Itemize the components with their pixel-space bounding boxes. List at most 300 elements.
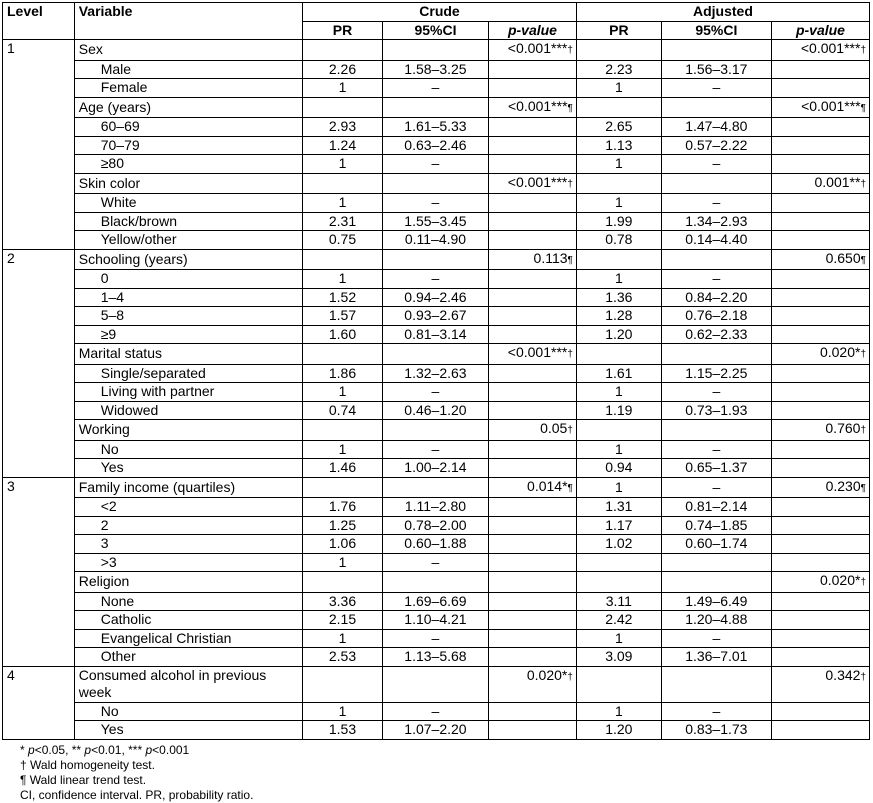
table-row: [3, 194, 870, 213]
variable-label: Skin color: [74, 173, 302, 194]
adjusted-pr-value: 1.20: [576, 721, 661, 740]
table-row: [3, 498, 870, 517]
variable-label: Schooling (years): [74, 249, 302, 270]
footnote-wald-trend: ¶ Wald linear trend test.: [20, 772, 147, 787]
adjusted-ci-value: 0.57–2.22: [661, 136, 771, 155]
dagger-marker: †: [567, 425, 573, 436]
adjusted-pr-value: 1: [576, 155, 661, 174]
adjusted-p-value: [771, 231, 869, 250]
adjusted-p-value: 0.342†: [771, 666, 869, 702]
crude-p-value: [489, 440, 577, 459]
crude-ci-value: 1.61–5.33: [382, 118, 488, 137]
category-label: Female: [74, 79, 302, 98]
dagger-marker: †: [860, 577, 866, 588]
crude-p-value: [489, 535, 577, 554]
category-label: Male: [74, 60, 302, 79]
crude-pr-value: 1.53: [303, 721, 383, 740]
crude-p-value: 0.113¶: [489, 249, 577, 270]
category-label: None: [74, 592, 302, 611]
adjusted-ci-value: [661, 249, 771, 270]
crude-ci-value: –: [382, 194, 488, 213]
table-row: [3, 307, 870, 326]
regression-table: [2, 2, 870, 740]
adjusted-p-value: [771, 270, 869, 289]
crude-p-value: [489, 288, 577, 307]
crude-p-value: 0.014*¶: [489, 477, 577, 498]
dagger-marker: †: [567, 671, 573, 683]
category-label: No: [74, 702, 302, 721]
adjusted-pr-value: [576, 666, 661, 702]
crude-pr-value: 1: [303, 270, 383, 289]
adjusted-ci-value: 0.60–1.74: [661, 535, 771, 554]
crude-p-value: [489, 364, 577, 383]
level-cell: 2: [3, 249, 75, 477]
crude-pr-value: 1: [303, 440, 383, 459]
level-cell: 4: [3, 666, 75, 739]
category-label: ≥9: [74, 325, 302, 344]
adjusted-p-value: [771, 155, 869, 174]
adjusted-ci-value: –: [661, 629, 771, 648]
crude-ci-value: –: [382, 270, 488, 289]
adjusted-p-value: [771, 307, 869, 326]
variable-header: Variable: [74, 3, 302, 40]
crude-ci-value: [382, 572, 488, 593]
adjusted-pr-value: 1: [576, 194, 661, 213]
adjusted-pr-value: 2.65: [576, 118, 661, 137]
adjusted-ci-value: 0.76–2.18: [661, 307, 771, 326]
adjusted-p-value: [771, 194, 869, 213]
adjusted-ci-value: –: [661, 155, 771, 174]
crude-p-value: [489, 118, 577, 137]
crude-p-value: [489, 136, 577, 155]
level-header: Level: [3, 3, 75, 40]
crude-ci-value: [382, 249, 488, 270]
crude-pvalue-header: p-value: [489, 21, 577, 40]
category-label: No: [74, 440, 302, 459]
crude-p-value: <0.001***†: [489, 173, 577, 194]
crude-p-value: [489, 60, 577, 79]
adjusted-p-value: [771, 212, 869, 231]
crude-p-value: [489, 572, 577, 593]
crude-p-value: <0.001***†: [489, 40, 577, 61]
crude-pr-value: [303, 97, 383, 118]
table-row: [3, 173, 870, 194]
category-label: Yes: [74, 459, 302, 478]
crude-pr-value: 1.76: [303, 498, 383, 517]
crude-p-value: [489, 231, 577, 250]
table-row: [3, 288, 870, 307]
crude-p-value: [489, 629, 577, 648]
crude-pr-value: 1: [303, 79, 383, 98]
crude-p-value: [489, 383, 577, 402]
crude-p-value: [489, 79, 577, 98]
crude-pr-value: 1.52: [303, 288, 383, 307]
category-label: Other: [74, 648, 302, 667]
adjusted-pr-value: [576, 249, 661, 270]
adjusted-pr-value: 3.11: [576, 592, 661, 611]
adjusted-ci-value: [661, 173, 771, 194]
adjusted-p-value: 0.760†: [771, 420, 869, 441]
adjusted-ci-value: –: [661, 270, 771, 289]
crude-ci-header: 95%CI: [382, 21, 488, 40]
crude-ci-value: 1.55–3.45: [382, 212, 488, 231]
crude-pr-value: 0.75: [303, 231, 383, 250]
adjusted-p-value: [771, 136, 869, 155]
crude-ci-value: 1.00–2.14: [382, 459, 488, 478]
category-label: 0: [74, 270, 302, 289]
adjusted-p-value: [771, 721, 869, 740]
table-row: [3, 60, 870, 79]
dagger-marker: †: [860, 178, 866, 190]
adjusted-p-value: [771, 498, 869, 517]
crude-pr-value: 3.36: [303, 592, 383, 611]
crude-ci-value: 1.69–6.69: [382, 592, 488, 611]
adjusted-p-value: [771, 553, 869, 572]
table-row: [3, 611, 870, 630]
adjusted-ci-header: 95%CI: [661, 21, 771, 40]
category-label: 70–79: [74, 136, 302, 155]
variable-label: Family income (quartiles): [74, 477, 302, 498]
category-label: Black/brown: [74, 212, 302, 231]
crude-pr-value: [303, 173, 383, 194]
adjusted-ci-value: 0.14–4.40: [661, 231, 771, 250]
pilcrow-marker: ¶: [567, 482, 573, 494]
adjusted-ci-value: [661, 420, 771, 441]
adjusted-p-value: [771, 702, 869, 721]
adjusted-pvalue-header: p-value: [771, 21, 869, 40]
crude-pr-value: [303, 477, 383, 498]
crude-p-value: [489, 325, 577, 344]
table-row: [3, 629, 870, 648]
table-row: [3, 572, 870, 593]
crude-ci-value: 0.81–3.14: [382, 325, 488, 344]
adjusted-pr-value: [576, 572, 661, 593]
adjusted-p-value: [771, 459, 869, 478]
adjusted-p-value: [771, 648, 869, 667]
table-row: [3, 440, 870, 459]
variable-label: Religion: [74, 572, 302, 593]
crude-ci-value: 1.07–2.20: [382, 721, 488, 740]
dagger-marker: †: [567, 349, 573, 360]
footnote-abbreviations: CI, confidence interval. PR, probability ratio.: [20, 787, 254, 802]
adjusted-p-value: [771, 516, 869, 535]
adjusted-pr-value: 1.02: [576, 535, 661, 554]
adjusted-pr-value: 2.42: [576, 611, 661, 630]
table-row: [3, 420, 870, 441]
category-label: Yes: [74, 721, 302, 740]
category-label: Living with partner: [74, 383, 302, 402]
crude-ci-value: [382, 666, 488, 702]
table-row: [3, 721, 870, 740]
dagger-marker: †: [860, 349, 866, 360]
adjusted-p-value: <0.001***¶: [771, 97, 869, 118]
adjusted-ci-value: 1.34–2.93: [661, 212, 771, 231]
crude-p-value: [489, 194, 577, 213]
adjusted-pr-value: [576, 97, 661, 118]
table-row: [3, 155, 870, 174]
footnote-wald-homogeneity: † Wald homogeneity test.: [20, 757, 155, 772]
level-cell: 1: [3, 40, 75, 250]
crude-p-value: [489, 611, 577, 630]
adjusted-p-value: [771, 401, 869, 420]
category-label: Yellow/other: [74, 231, 302, 250]
crude-ci-value: [382, 344, 488, 365]
adjusted-p-value: 0.650¶: [771, 249, 869, 270]
adjusted-p-value: [771, 60, 869, 79]
crude-pr-value: 1.60: [303, 325, 383, 344]
adjusted-pr-value: [576, 344, 661, 365]
adjusted-pr-header: PR: [576, 21, 661, 40]
adjusted-pr-value: 1: [576, 440, 661, 459]
adjusted-ci-value: 1.36–7.01: [661, 648, 771, 667]
variable-label: Working: [74, 420, 302, 441]
table-row: [3, 270, 870, 289]
category-label: 60–69: [74, 118, 302, 137]
crude-ci-value: 1.32–2.63: [382, 364, 488, 383]
adjusted-ci-value: 0.84–2.20: [661, 288, 771, 307]
crude-ci-value: 0.78–2.00: [382, 516, 488, 535]
crude-header: Crude: [303, 3, 577, 22]
crude-ci-value: 1.13–5.68: [382, 648, 488, 667]
adjusted-ci-value: [661, 97, 771, 118]
table-row: [3, 249, 870, 270]
adjusted-pr-value: 1: [576, 702, 661, 721]
variable-label: Consumed alcohol in previous week: [74, 666, 302, 702]
adjusted-pr-value: [576, 40, 661, 61]
adjusted-ci-value: –: [661, 79, 771, 98]
adjusted-pr-value: 1.99: [576, 212, 661, 231]
crude-p-value: [489, 648, 577, 667]
crude-pr-value: [303, 666, 383, 702]
table-row: [3, 592, 870, 611]
crude-pr-value: 2.93: [303, 118, 383, 137]
table-row: [3, 553, 870, 572]
adjusted-p-value: [771, 535, 869, 554]
adjusted-ci-value: 0.83–1.73: [661, 721, 771, 740]
adjusted-pr-value: 0.78: [576, 231, 661, 250]
crude-ci-value: –: [382, 440, 488, 459]
adjusted-pr-value: 2.23: [576, 60, 661, 79]
crude-pr-value: 0.74: [303, 401, 383, 420]
adjusted-ci-value: 0.74–1.85: [661, 516, 771, 535]
adjusted-p-value: [771, 592, 869, 611]
table-row: [3, 535, 870, 554]
crude-ci-value: –: [382, 629, 488, 648]
crude-p-value: 0.05†: [489, 420, 577, 441]
category-label: 2: [74, 516, 302, 535]
adjusted-ci-value: –: [661, 477, 771, 498]
crude-pr-value: 2.31: [303, 212, 383, 231]
adjusted-p-value: [771, 629, 869, 648]
adjusted-ci-value: [661, 553, 771, 572]
adjusted-p-value: [771, 118, 869, 137]
crude-pr-value: [303, 420, 383, 441]
table-row: [3, 118, 870, 137]
adjusted-p-value: <0.001***†: [771, 40, 869, 61]
adjusted-pr-value: 1.61: [576, 364, 661, 383]
pilcrow-marker: ¶: [567, 102, 573, 114]
crude-ci-value: –: [382, 79, 488, 98]
category-label: 5–8: [74, 307, 302, 326]
adjusted-ci-value: [661, 666, 771, 702]
crude-pr-value: 1.25: [303, 516, 383, 535]
table-row: [3, 459, 870, 478]
adjusted-pr-value: 1: [576, 270, 661, 289]
level-cell: 3: [3, 477, 75, 666]
table-row: [3, 344, 870, 365]
crude-ci-value: –: [382, 155, 488, 174]
crude-ci-value: 0.60–1.88: [382, 535, 488, 554]
crude-pr-value: 2.15: [303, 611, 383, 630]
crude-pr-value: [303, 572, 383, 593]
table-row: [3, 136, 870, 155]
crude-p-value: <0.001***†: [489, 344, 577, 365]
table-row: [3, 477, 870, 498]
crude-p-value: <0.001***¶: [489, 97, 577, 118]
adjusted-pr-value: 1.31: [576, 498, 661, 517]
crude-ci-value: 1.10–4.21: [382, 611, 488, 630]
crude-ci-value: [382, 97, 488, 118]
crude-pr-header: PR: [303, 21, 383, 40]
crude-ci-value: 1.11–2.80: [382, 498, 488, 517]
adjusted-pr-value: 1: [576, 79, 661, 98]
adjusted-pr-value: 1: [576, 477, 661, 498]
adjusted-ci-value: 1.20–4.88: [661, 611, 771, 630]
adjusted-ci-value: 0.81–2.14: [661, 498, 771, 517]
crude-ci-value: 0.46–1.20: [382, 401, 488, 420]
adjusted-ci-value: –: [661, 702, 771, 721]
crude-pr-value: 1: [303, 553, 383, 572]
crude-p-value: [489, 592, 577, 611]
table-container: [2, 2, 873, 803]
crude-pr-value: 1.06: [303, 535, 383, 554]
crude-ci-value: 0.63–2.46: [382, 136, 488, 155]
table-row: [3, 702, 870, 721]
adjusted-pr-value: 1.36: [576, 288, 661, 307]
adjusted-p-value: 0.230¶: [771, 477, 869, 498]
category-label: ≥80: [74, 155, 302, 174]
table-row: [3, 212, 870, 231]
pilcrow-marker: ¶: [860, 482, 866, 494]
category-label: 1–4: [74, 288, 302, 307]
adjusted-ci-value: 0.73–1.93: [661, 401, 771, 420]
pilcrow-marker: ¶: [860, 254, 866, 266]
crude-p-value: [489, 498, 577, 517]
table-row: [3, 401, 870, 420]
crude-pr-value: 2.26: [303, 60, 383, 79]
crude-pr-value: [303, 40, 383, 61]
variable-label: Age (years): [74, 97, 302, 118]
table-row: [3, 79, 870, 98]
crude-p-value: [489, 212, 577, 231]
crude-ci-value: –: [382, 383, 488, 402]
adjusted-ci-value: –: [661, 383, 771, 402]
adjusted-pr-value: 1.17: [576, 516, 661, 535]
table-row: [3, 364, 870, 383]
table-row: [3, 231, 870, 250]
crude-ci-value: –: [382, 702, 488, 721]
category-label: Catholic: [74, 611, 302, 630]
table-body: [3, 40, 870, 740]
table-row: [3, 40, 870, 61]
crude-pr-value: 1: [303, 383, 383, 402]
dagger-marker: †: [860, 45, 866, 56]
adjusted-ci-value: –: [661, 440, 771, 459]
variable-label: Sex: [74, 40, 302, 61]
crude-ci-value: 0.11–4.90: [382, 231, 488, 250]
adjusted-header: Adjusted: [576, 3, 869, 22]
category-label: Evangelical Christian: [74, 629, 302, 648]
adjusted-p-value: 0.001**†: [771, 173, 869, 194]
crude-ci-value: [382, 173, 488, 194]
category-label: Widowed: [74, 401, 302, 420]
table-row: [3, 383, 870, 402]
crude-ci-value: 1.58–3.25: [382, 60, 488, 79]
crude-pr-value: 2.53: [303, 648, 383, 667]
pilcrow-marker: ¶: [567, 254, 573, 266]
crude-p-value: [489, 459, 577, 478]
adjusted-pr-value: 1: [576, 383, 661, 402]
table-row: [3, 325, 870, 344]
crude-p-value: [489, 702, 577, 721]
dagger-marker: †: [860, 671, 866, 683]
table-row: [3, 666, 870, 702]
dagger-marker: †: [567, 178, 573, 190]
category-label: White: [74, 194, 302, 213]
adjusted-ci-value: 1.47–4.80: [661, 118, 771, 137]
adjusted-p-value: [771, 383, 869, 402]
crude-ci-value: [382, 477, 488, 498]
adjusted-p-value: 0.020*†: [771, 572, 869, 593]
adjusted-pr-value: [576, 553, 661, 572]
dagger-marker: †: [567, 45, 573, 56]
crude-pr-value: 1.46: [303, 459, 383, 478]
adjusted-pr-value: 1.19: [576, 401, 661, 420]
crude-p-value: [489, 553, 577, 572]
crude-p-value: [489, 307, 577, 326]
adjusted-pr-value: 3.09: [576, 648, 661, 667]
crude-ci-value: 0.93–2.67: [382, 307, 488, 326]
adjusted-ci-value: –: [661, 194, 771, 213]
category-label: <2: [74, 498, 302, 517]
crude-p-value: [489, 516, 577, 535]
adjusted-ci-value: [661, 572, 771, 593]
adjusted-ci-value: 1.15–2.25: [661, 364, 771, 383]
adjusted-ci-value: 1.49–6.49: [661, 592, 771, 611]
crude-pr-value: 1: [303, 629, 383, 648]
adjusted-pr-value: 0.94: [576, 459, 661, 478]
adjusted-p-value: [771, 440, 869, 459]
category-label: >3: [74, 553, 302, 572]
adjusted-p-value: 0.020*†: [771, 344, 869, 365]
crude-pr-value: 1.24: [303, 136, 383, 155]
crude-p-value: [489, 270, 577, 289]
crude-pr-value: 1.86: [303, 364, 383, 383]
crude-p-value: [489, 155, 577, 174]
adjusted-ci-value: 0.62–2.33: [661, 325, 771, 344]
crude-ci-value: –: [382, 553, 488, 572]
table-row: [3, 648, 870, 667]
adjusted-ci-value: [661, 40, 771, 61]
adjusted-p-value: [771, 288, 869, 307]
pilcrow-marker: ¶: [860, 102, 866, 114]
adjusted-pr-value: 1.20: [576, 325, 661, 344]
crude-pr-value: [303, 344, 383, 365]
crude-pr-value: 1: [303, 155, 383, 174]
adjusted-pr-value: [576, 420, 661, 441]
adjusted-pr-value: 1.13: [576, 136, 661, 155]
adjusted-ci-value: [661, 344, 771, 365]
